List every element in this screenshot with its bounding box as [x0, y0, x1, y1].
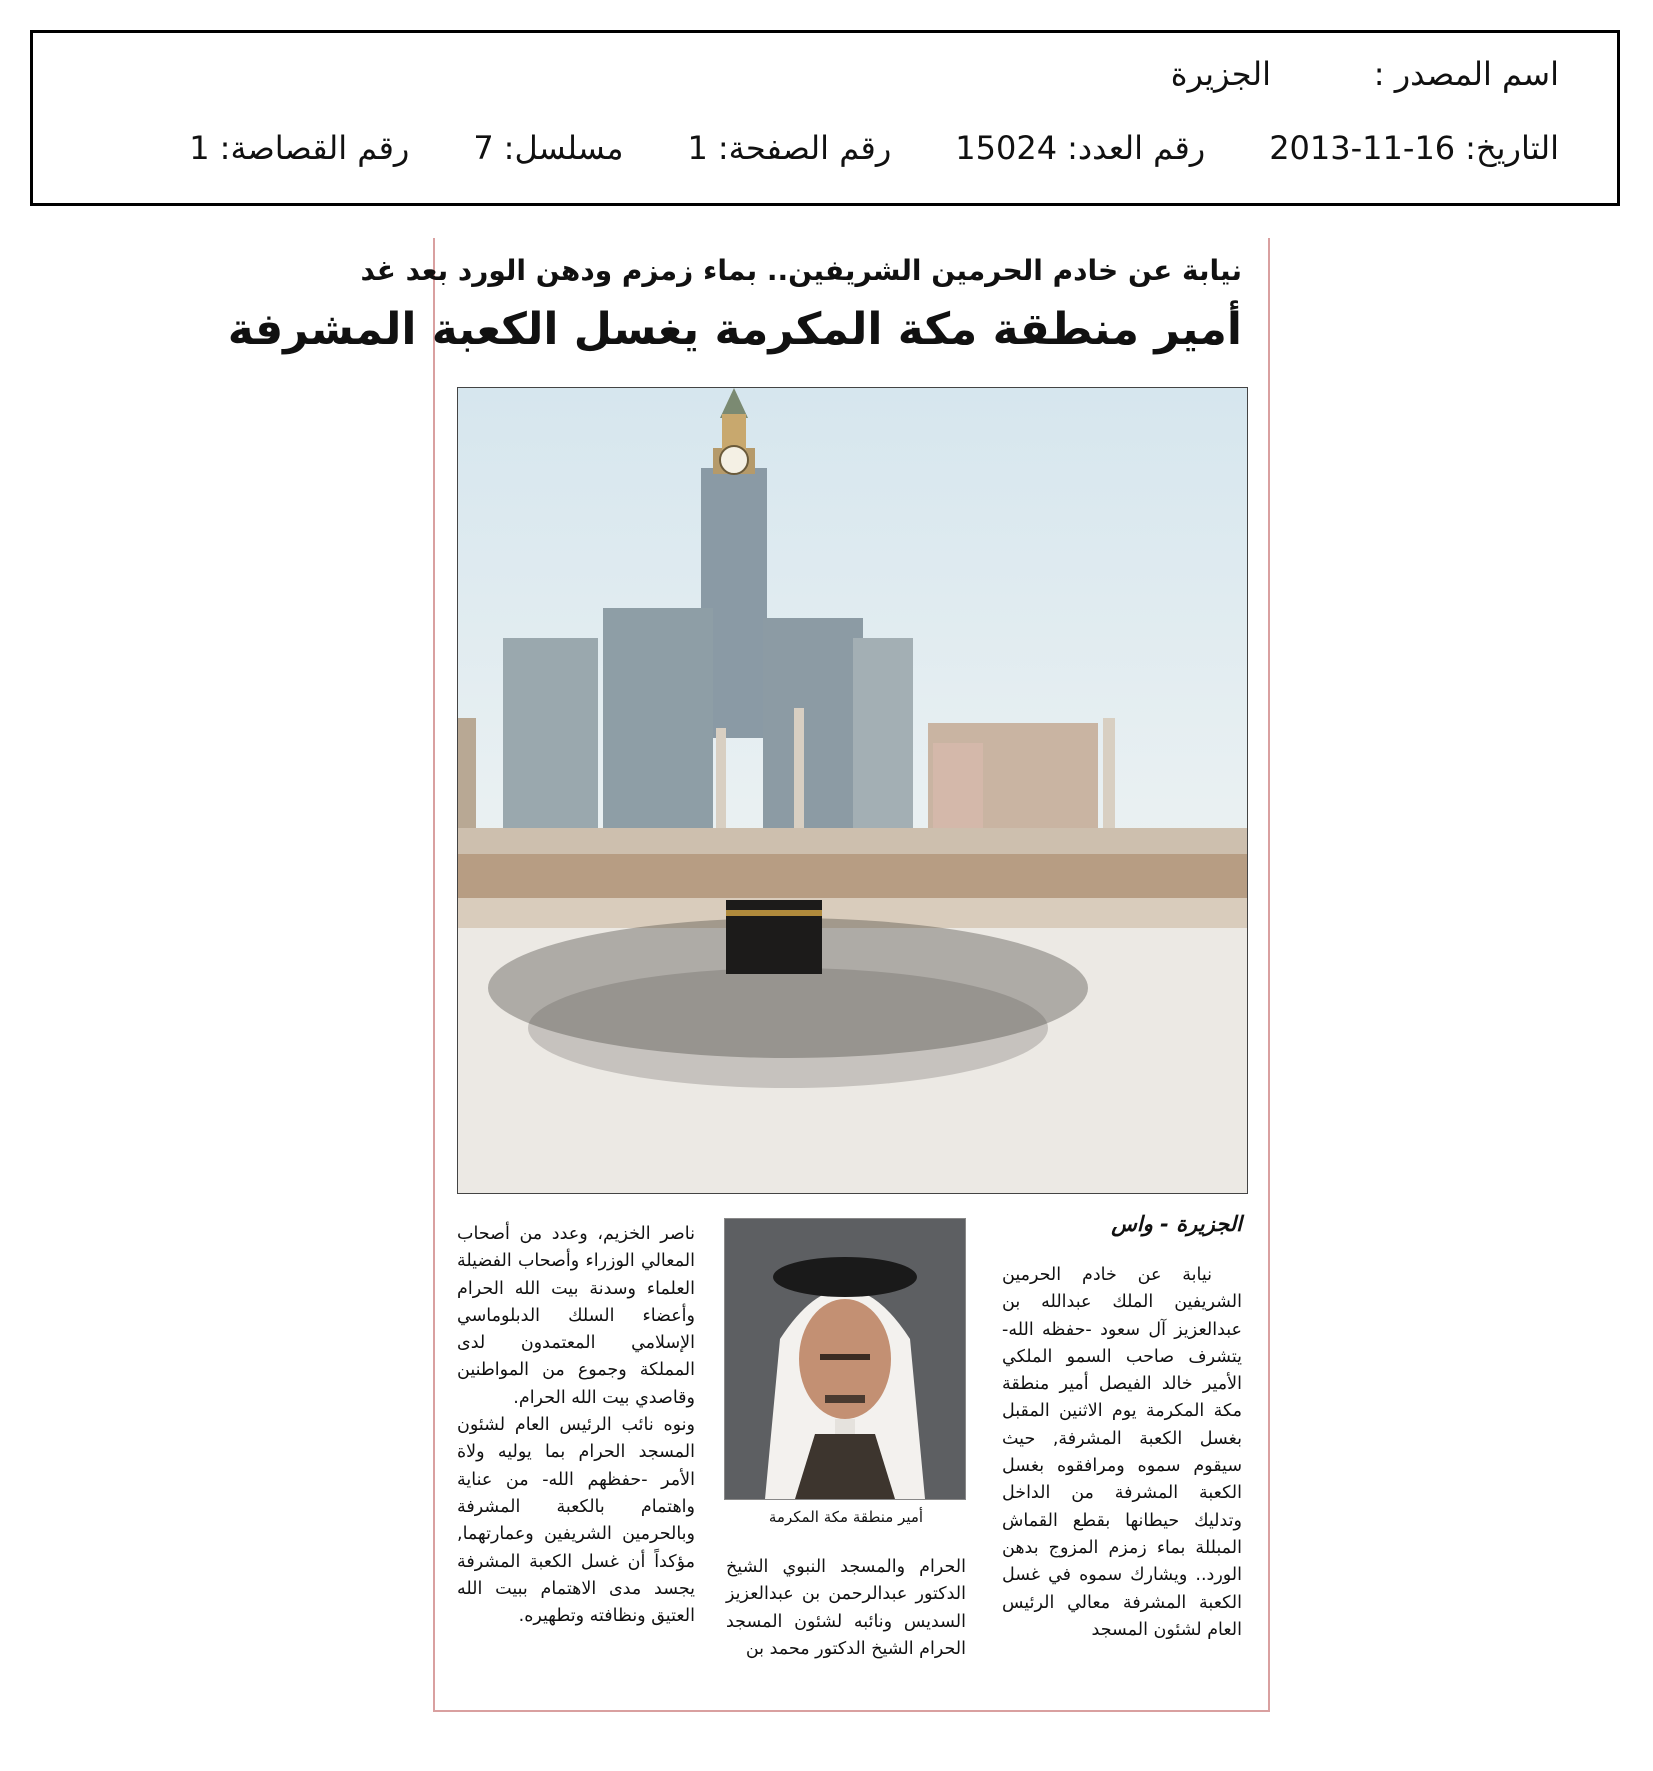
column-3-paragraph-1: ناصر الخزيم، وعدد من أصحاب المعالي الوزراء وأصحاب الفضيلة العلماء وسدنة بيت الله الحرام وأعضاء السلك الدبلوماسي الإسلامي المعتمدون لدى المملكة وجموع من المواطنين وقاصدي بيت الله الحرام. — [457, 1224, 695, 1408]
date-field — [1269, 129, 1559, 167]
kaaba-photo — [457, 387, 1248, 1194]
clip-field — [189, 129, 409, 167]
source-value: الجزيرة — [1170, 55, 1271, 93]
prince-portrait — [724, 1218, 966, 1500]
page-value: 1 — [687, 129, 708, 167]
clip-label: رقم القصاصة: — [219, 129, 410, 167]
issue-value: 15024 — [955, 129, 1058, 167]
source-label: اسم المصدر : — [1373, 55, 1559, 93]
date-value: 2013-11-16 — [1269, 129, 1456, 167]
newspaper-clipping — [227, 238, 1270, 1712]
serial-label: مسلسل: — [503, 129, 624, 167]
article-byline: الجزيرة - واس — [1111, 1212, 1242, 1236]
source-metadata-box — [30, 30, 1620, 206]
source-row — [1171, 55, 1559, 101]
article-column-2: الحرام والمسجد النبوي الشيخ الدكتور عبدالرحمن بن عبدالعزيز السديس ونائبه لشئون المسجد الحرام الشيخ الدكتور محمد بن — [726, 1557, 966, 1659]
clip-value: 1 — [189, 129, 210, 167]
details-row — [189, 129, 1559, 167]
date-label: التاريخ: — [1465, 129, 1559, 167]
article-kicker: نيابة عن خادم الحرمين الشريفين.. بماء زمزم ودهن الورد بعد غد — [360, 254, 1242, 287]
serial-value: 7 — [473, 129, 494, 167]
page-label: رقم الصفحة: — [717, 129, 892, 167]
article-headline: أمير منطقة مكة المكرمة يغسل الكعبة المشرفة — [227, 304, 1242, 355]
article-column-1: نيابة عن خادم الحرمين الشريفين الملك عبدالله بن عبدالعزيز آل سعود -حفظه الله- يتشرف صاحب السمو الملكي الأمير خالد الفيصل أمير منطقة مكة المكرمة يوم الاثنين المقبل بغسل الكعبة المشرفة, حيث سيقوم سموه ومرافقوه بغسل الكعبة المشرفة من الداخل وتدليك حيطانها بقطع القماش المبللة بماء زمزم المزوج بدهن الورد.. ويشارك سموه في غسل الكعبة المشرفة معالي الرئيس العام لشئون المسجد — [1002, 1265, 1242, 1640]
issue-field — [955, 129, 1205, 167]
portrait-caption: أمير منطقة مكة المكرمة — [768, 1508, 924, 1526]
page-field — [688, 129, 892, 167]
article-column-3 — [457, 1221, 695, 1630]
serial-field — [473, 129, 623, 167]
issue-label: رقم العدد: — [1067, 129, 1206, 167]
column-3-paragraph-2: ونوه نائب الرئيس العام لشئون المسجد الحرام بما يوليه ولاة الأمر -حفظهم الله- من عناية واهتمام بالكعبة المشرفة وبالحرمين الشريفين وعمارتهما, مؤكداً أن غسل الكعبة المشرفة يجسد مدى الاهتمام ببيت الله العتيق ونظافته وتطهيره. — [457, 1415, 695, 1627]
